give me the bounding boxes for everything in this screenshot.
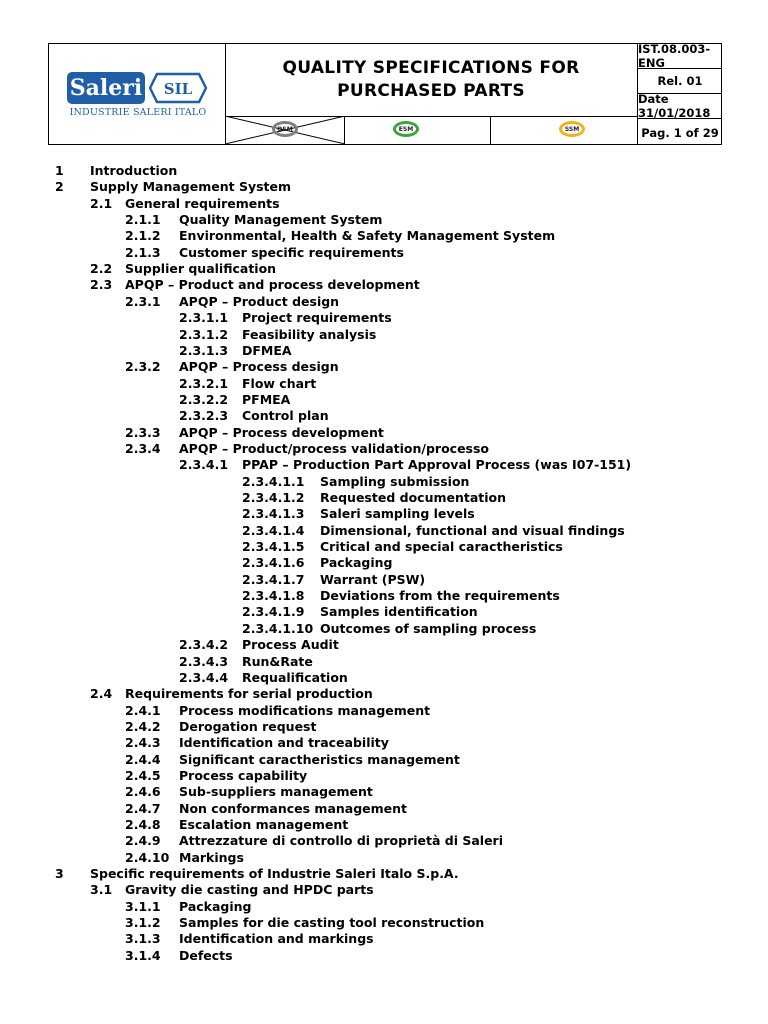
toc-entry-number: 2.4.10 [125,849,170,865]
toc-entry-number: 3.1.3 [125,931,161,947]
toc-entry-number: 2.4.8 [125,817,161,832]
toc-entry-number: 2.3.4.1.2 [242,490,305,505]
toc-entry-number: 2.3.2.3 [179,408,229,424]
company-name: INDUSTRIE SALERI ITALO [69,107,207,118]
toc-entry-number: 2.3.4.1.5 [242,539,305,555]
toc-entry-title: Outcomes of sampling process [320,620,537,636]
toc-entry-number: 3.1 [90,882,113,898]
toc-entry-title: Warrant (PSW) [320,571,426,587]
toc-entry-number: 2.4 [90,686,113,702]
toc-entry-title: Specific requirements of Industrie Saleri Italo S.p.A. [90,866,459,882]
toc-entry-number: 2.2 [90,261,113,277]
toc-entry-title: Saleri sampling levels [320,506,475,522]
toc-entry-title: Quality Management System [179,212,383,228]
toc-entry-title: APQP – Product/process validation/processo [179,440,490,456]
toc-entry-number: 2.3.2.1 [179,375,229,391]
toc-entry-number: 2.3.4.1.4 [242,522,305,538]
toc-entry-title: Process capability [179,767,308,783]
toc-entry-title: Escalation management [179,817,349,832]
sil-logo-icon [149,72,207,104]
toc-entry-number: 2.3.1.1 [179,310,229,326]
toc-entry-title: Run&Rate [242,653,313,669]
toc-entry-title: Markings [179,849,244,865]
toc-entry-number: 2.1.1 [125,212,161,228]
doc-revision: Rel. 01 [638,69,722,94]
toc-entry-title: Supply Management System [90,179,292,195]
toc-entry-title: Identification and traceability [179,735,389,751]
toc-entry-title: Packaging [320,555,393,571]
toc-entry-title: Feasibility analysis [242,326,377,342]
toc-entry-title: Packaging [179,898,252,914]
ssm-badge-icon [559,121,585,137]
badge-cell-ssm [491,116,637,144]
document-header [48,43,722,145]
toc-entry-title: Requalification [242,669,348,685]
toc-entry-number: 2.3.4.1.8 [242,588,305,604]
doc-code: IST.08.003-ENG [638,44,722,69]
toc-entry-number: 2.3.4.1.1 [242,473,305,489]
toc-entry-number: 2 [55,179,64,195]
toc-entry-title: General requirements [125,195,280,211]
title-line-1: QUALITY SPECIFICATIONS FOR [282,58,580,78]
toc-entry-number: 2.3.4.2 [179,637,229,653]
toc-entry-title: Attrezzature di controllo di proprietà di Saleri [179,833,503,849]
toc-entry-title: Requested documentation [320,490,507,505]
toc-entry-title: Process Audit [242,637,339,653]
toc-entry-number: 3.1.2 [125,915,161,931]
toc-entry-number: 2.4.4 [125,751,161,767]
toc-entry-title: APQP – Process development [179,424,384,440]
toc-entry-number: 2.4.7 [125,800,161,816]
sil-logo-text: SIL [163,80,193,98]
toc-entry-title: Introduction [90,163,178,178]
toc-entry-title: APQP – Product and process development [125,277,420,293]
toc-entry-title: Process modifications management [179,702,431,718]
badge-cell-qsm [225,116,345,144]
toc-entry-number: 2.3.3 [125,424,161,440]
toc-entry-title: Environmental, Health & Safety Management System [179,228,556,244]
toc-entry-number: 2.4.2 [125,718,161,734]
toc-entry-title: APQP – Product design [179,293,340,309]
toc-entry-number: 2.3.4.1.9 [242,604,305,620]
toc-entry-title: Gravity die casting and HPDC parts [125,882,374,898]
toc-entry-title: Significant caractheristics management [179,751,460,767]
toc-entry-number: 2.3.1 [125,293,161,309]
toc-entry-number: 2.1 [90,195,113,211]
toc-entry-title: Project requirements [242,310,392,326]
toc-entry-number: 2.3.1.2 [179,326,229,342]
doc-page: Pag. 1 of 29 [641,125,719,140]
toc-entry-number: 2.3 [90,277,113,293]
toc-entry-number: 2.3.4.1.6 [242,555,305,571]
toc-entry-number: 2.1.3 [125,244,161,260]
logo-cell [49,44,226,144]
toc-entry-title: Critical and special caractheristics [320,539,563,555]
toc-entry-number: 2.4.5 [125,767,161,783]
badge-cell-esm [345,116,491,144]
toc-entry-number: 2.3.2.2 [179,391,229,407]
toc-entry-number: 2.4.1 [125,702,161,718]
toc-entry-number: 3.1.4 [125,947,161,963]
toc-entry-title: Deviations from the requirements [320,588,560,604]
title-line-2: PURCHASED PARTS [337,81,525,101]
toc-entry-number: 2.3.4.1.7 [242,571,305,587]
document-title [225,44,637,117]
toc-entry-number: 2.3.4.1.3 [242,506,305,522]
toc-entry-title: Sub-suppliers management [179,784,373,800]
toc-entry-number: 1 [55,163,64,178]
toc-entry-title: Non conformances management [179,800,408,816]
qsm-badge-label: QSM [277,125,293,133]
esm-badge-label: ESM [398,125,414,133]
toc-entry-number: 2.4.9 [125,833,161,849]
toc-entry-number: 2.3.4.1.10 [242,620,314,636]
toc-entry-number: 2.3.4 [125,440,161,456]
toc-entry-number: 2.3.2 [125,359,161,375]
esm-badge-icon [393,121,419,137]
toc-entry-title: Sampling submission [320,473,470,489]
toc-entry-number: 2.3.4.1 [179,457,229,473]
toc-entry-title: DFMEA [242,342,292,358]
toc-entry-title: Requirements for serial production [125,686,373,702]
qsm-badge-icon [272,121,298,137]
toc-entry-number: 3 [55,866,64,882]
toc-entry-title: Identification and markings [179,931,374,947]
toc-entry-number: 2.4.6 [125,784,161,800]
toc-entry-title: Samples identification [320,604,478,620]
toc-entry-title: APQP – Process design [179,359,339,375]
toc-entry-number: 2.1.2 [125,228,161,244]
ssm-badge-label: SSM [564,125,580,133]
toc-entry-number: 2.3.4.4 [179,669,229,685]
doc-date: Date 31/01/2018 [638,94,722,119]
toc-entry-title: Flow chart [242,375,317,391]
system-badges-row [225,116,637,144]
toc-entry-number: 2.3.1.3 [179,342,229,358]
toc-entry-title: Derogation request [179,718,317,734]
toc-entry-title: Dimensional, functional and visual findings [320,522,625,538]
toc-entry-title: Customer specific requirements [179,244,404,260]
toc-entry-title: Defects [179,947,233,963]
toc-entry-title: Control plan [242,408,329,424]
toc-entry-title: PFMEA [242,391,291,407]
toc-entry-title: PPAP – Production Part Approval Process (was I07-151) [242,457,632,473]
toc-entry-number: 2.4.3 [125,735,161,751]
document-meta [637,44,722,144]
saleri-logo: Saleri [67,72,145,104]
toc-entry-number: 3.1.1 [125,898,161,914]
toc-entry-title: Supplier qualification [125,261,277,277]
toc-entry-number: 2.3.4.3 [179,653,229,669]
toc-entry-title: Samples for die casting tool reconstruction [179,915,485,931]
